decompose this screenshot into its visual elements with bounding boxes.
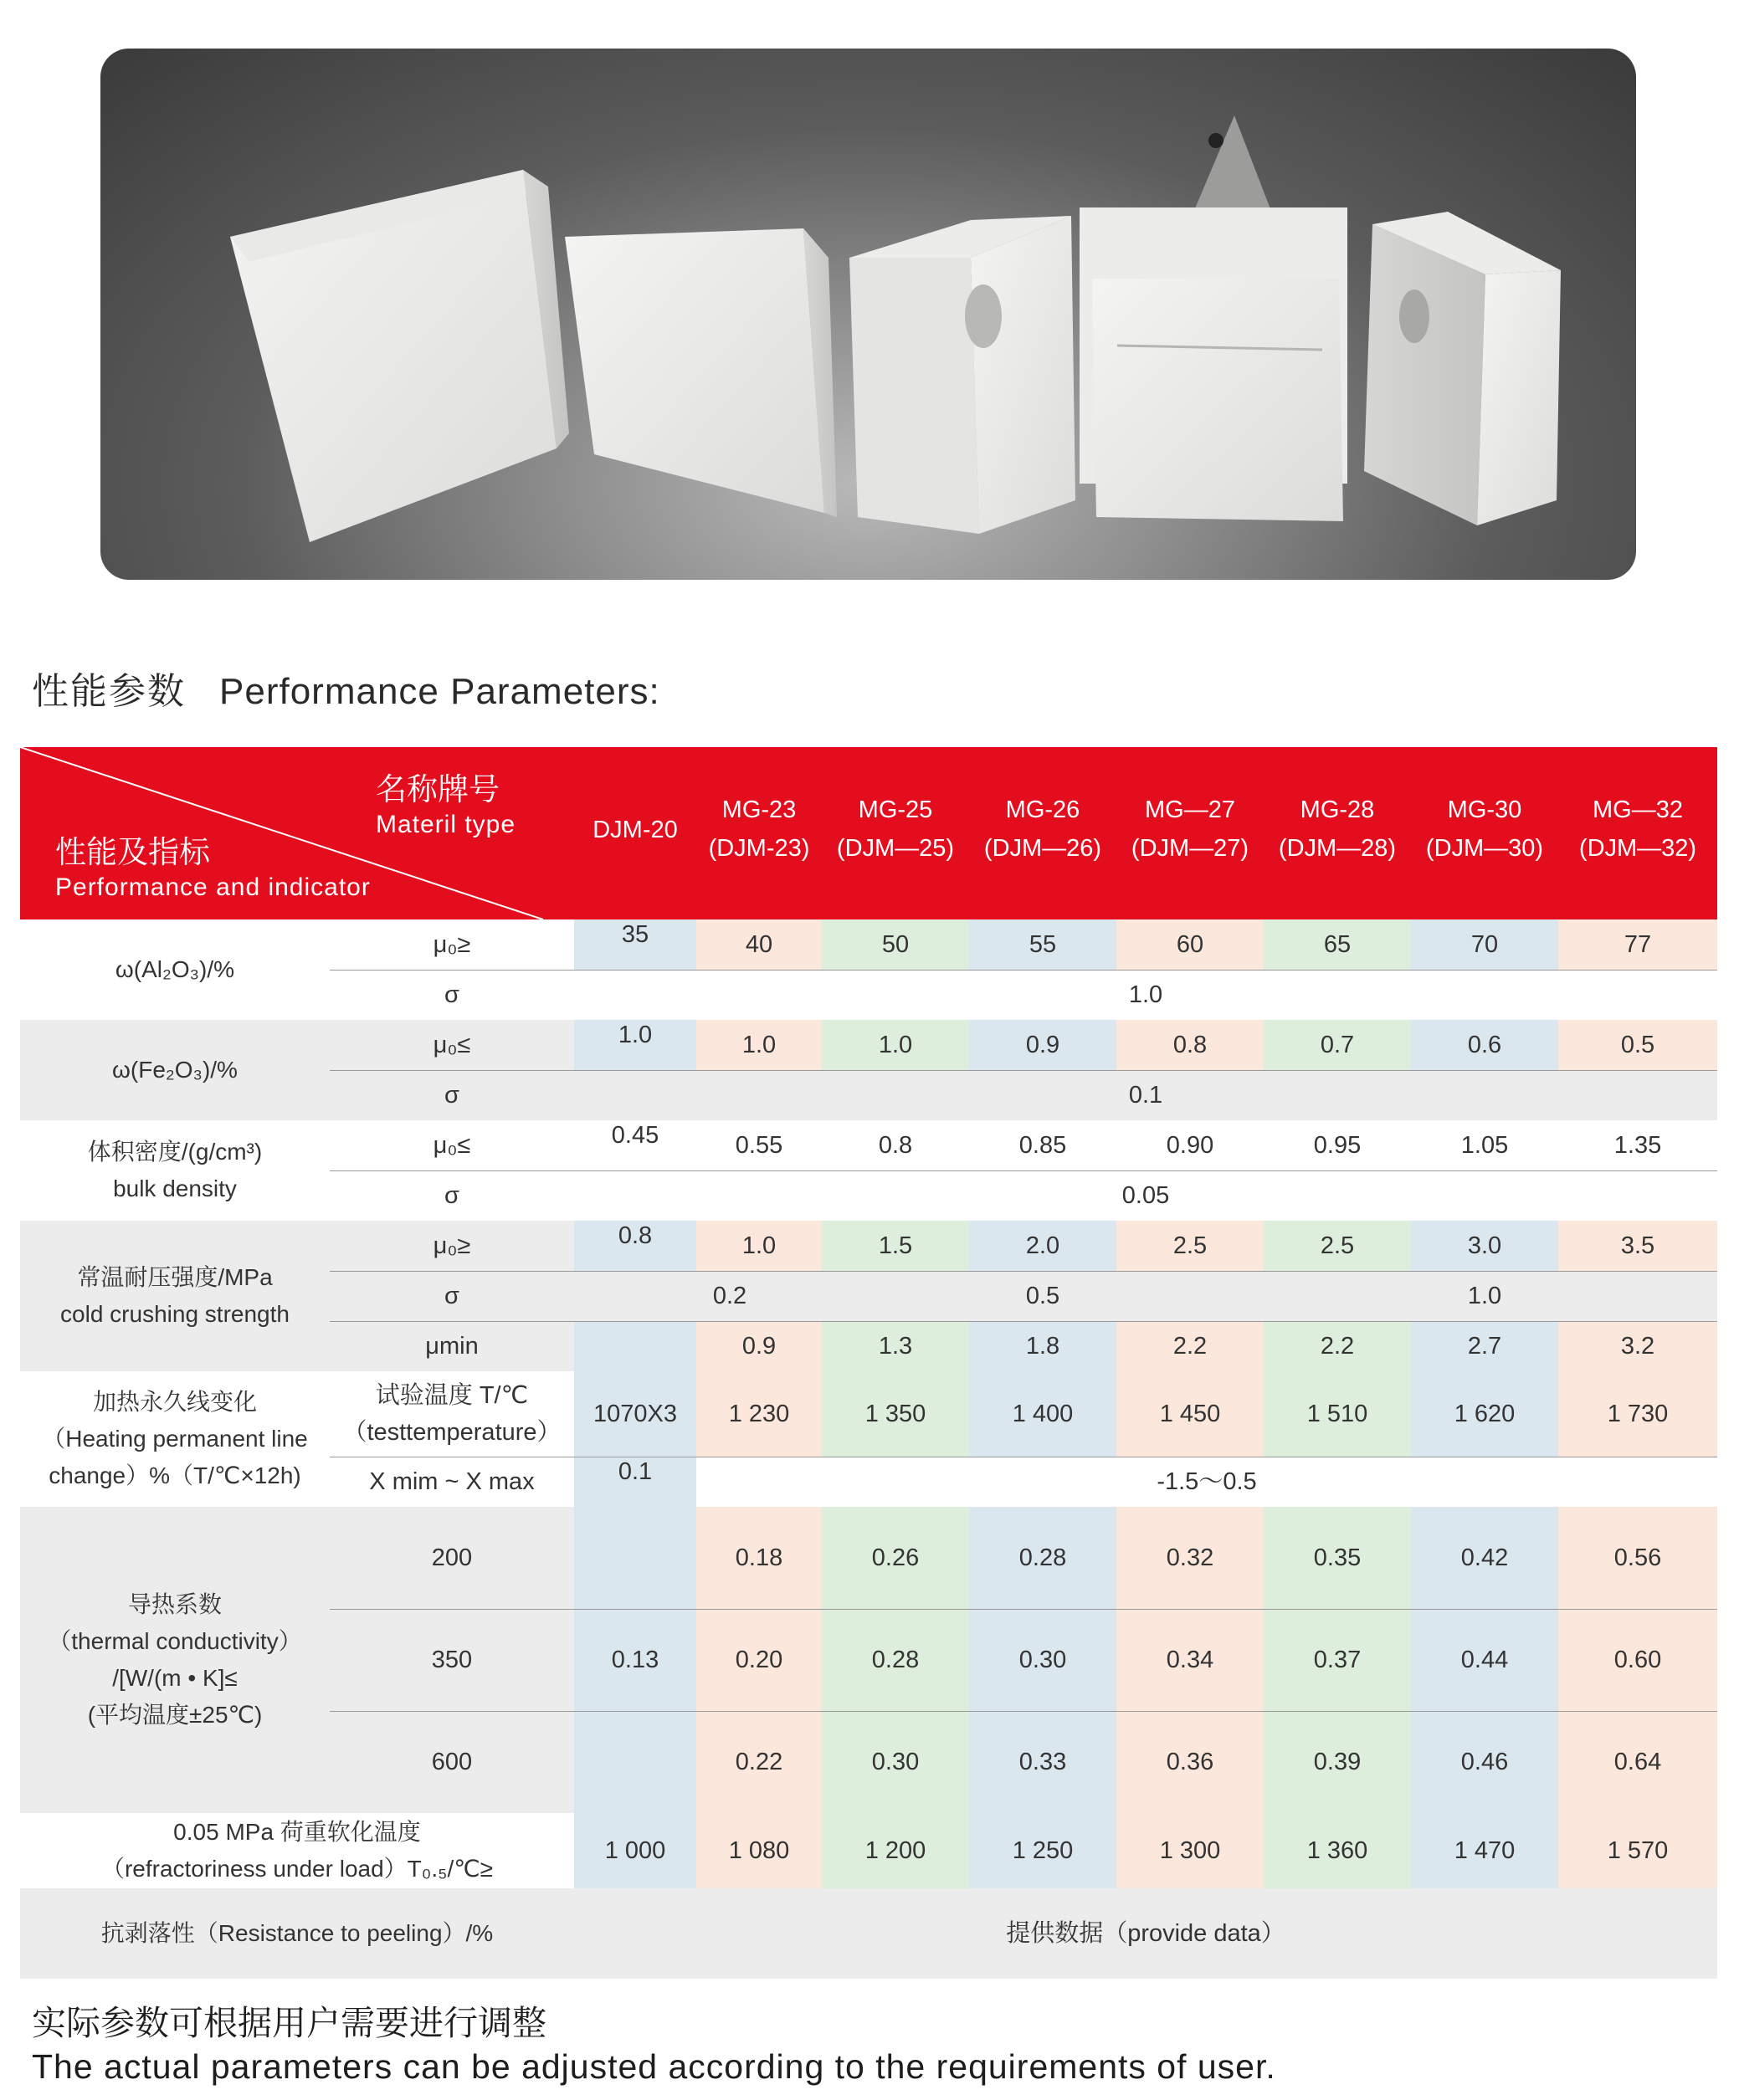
crushing-min-3: 1.3 bbox=[878, 1333, 913, 1360]
crushing-sigma-3: 1.0 bbox=[1467, 1283, 1502, 1309]
crushing-mu-2: 1.0 bbox=[741, 1232, 777, 1259]
row-divider bbox=[330, 1271, 1717, 1272]
density-mu-symbol: μ₀≤ bbox=[433, 1132, 471, 1159]
column-header-6: MG-28 (DJM—28) bbox=[1278, 796, 1397, 862]
crushing-label: 常温耐压强度/MPa cold crushing strength bbox=[60, 1264, 290, 1327]
fe2o3-mu-8: 0.5 bbox=[1620, 1032, 1655, 1058]
thermal-temp-3: 600 bbox=[431, 1749, 473, 1775]
refractoriness-value-3: 1 200 bbox=[864, 1837, 926, 1864]
brick-illustration bbox=[100, 49, 1636, 580]
thermal-temp-2: 350 bbox=[431, 1647, 473, 1673]
refractoriness-value-1: 1 000 bbox=[604, 1837, 666, 1864]
crushing-mu-7: 3.0 bbox=[1467, 1232, 1502, 1259]
crushing-mu-6: 2.5 bbox=[1320, 1232, 1355, 1259]
fe2o3-mu-1: 1.0 bbox=[618, 1022, 653, 1048]
column-header-5: MG—27 (DJM—27) bbox=[1131, 796, 1249, 862]
row-divider bbox=[330, 1321, 1717, 1322]
crushing-mu-symbol: μ₀≥ bbox=[433, 1232, 471, 1259]
crushing-min-8: 3.2 bbox=[1620, 1333, 1655, 1360]
linechange-x-rest: -1.5～0.5 bbox=[1157, 1468, 1257, 1495]
heading-en: Performance Parameters: bbox=[219, 671, 660, 712]
thermal-label: 导热系数 （thermal conductivity） /[W/(m • K]≤ (平均温度±25℃) bbox=[48, 1591, 302, 1728]
fe2o3-mu-5: 0.8 bbox=[1172, 1032, 1208, 1058]
al2o3-mu-5: 60 bbox=[1176, 931, 1204, 958]
fe2o3-sigma-symbol: σ bbox=[444, 1082, 459, 1109]
al2o3-sigma: 1.0 bbox=[1128, 981, 1163, 1008]
al2o3-mu-symbol: μ₀≥ bbox=[433, 931, 471, 958]
density-mu-1: 0.45 bbox=[611, 1122, 659, 1149]
al2o3-mu-1: 35 bbox=[621, 921, 649, 948]
density-mu-2: 0.55 bbox=[735, 1132, 783, 1159]
linechange-x-symbol: X mim ~ X max bbox=[369, 1468, 535, 1495]
crushing-mu-3: 1.5 bbox=[878, 1232, 913, 1259]
thermal-value-1-8: 0.56 bbox=[1613, 1544, 1662, 1571]
thermal-value-1-5: 0.32 bbox=[1166, 1544, 1214, 1571]
thermal-value-3-5: 0.36 bbox=[1166, 1749, 1214, 1775]
thermal-value-1-4: 0.28 bbox=[1018, 1544, 1067, 1571]
al2o3-sigma-symbol: σ bbox=[444, 981, 459, 1008]
fe2o3-mu-symbol: μ₀≤ bbox=[433, 1032, 471, 1058]
refractoriness-label: 0.05 MPa 荷重软化温度 （refractoriness under load）T₀.₅/℃≥ bbox=[100, 1819, 494, 1882]
crushing-min-2: 0.9 bbox=[741, 1333, 777, 1360]
table-header bbox=[20, 747, 1717, 919]
thermal-temp-1: 200 bbox=[431, 1544, 473, 1571]
al2o3-mu-4: 55 bbox=[1029, 931, 1057, 958]
crushing-mu-1: 0.8 bbox=[618, 1222, 653, 1249]
column-header-2: MG-23 (DJM-23) bbox=[708, 796, 810, 862]
peeling-label: 抗剥落性（Resistance to peeling）/% bbox=[100, 1920, 494, 1946]
crushing-min-1 bbox=[574, 1321, 696, 1371]
brick-2 bbox=[565, 228, 824, 513]
thermal-value-1-7: 0.42 bbox=[1460, 1544, 1509, 1571]
fe2o3-mu-7: 0.6 bbox=[1467, 1032, 1502, 1058]
column-header-8: MG—32 (DJM—32) bbox=[1578, 796, 1697, 862]
density-mu-5: 0.90 bbox=[1166, 1132, 1214, 1159]
performance-zh: 性能及指标 bbox=[55, 835, 210, 869]
thermal-value-2-5: 0.34 bbox=[1166, 1647, 1214, 1673]
linechange-temp-4: 1 400 bbox=[1012, 1401, 1074, 1427]
refractoriness-value-2: 1 080 bbox=[728, 1837, 790, 1864]
thermal-value-3-2: 0.22 bbox=[735, 1749, 783, 1775]
al2o3-mu-6: 65 bbox=[1323, 931, 1352, 958]
row-divider bbox=[330, 1609, 1717, 1610]
density-sigma: 0.05 bbox=[1121, 1182, 1170, 1209]
header-performance bbox=[55, 835, 371, 905]
density-mu-3: 0.8 bbox=[878, 1132, 913, 1159]
crushing-mu-4: 2.0 bbox=[1025, 1232, 1060, 1259]
row-divider bbox=[330, 1711, 1717, 1712]
linechange-temp-7: 1 620 bbox=[1454, 1401, 1516, 1427]
peeling-value: 提供数据（provide data） bbox=[1006, 1920, 1285, 1947]
thermal-value-3-6: 0.39 bbox=[1313, 1749, 1362, 1775]
crushing-sigma-2: 0.5 bbox=[1025, 1283, 1060, 1309]
linechange-temp-6: 1 510 bbox=[1306, 1401, 1368, 1427]
thermal-value-1-6: 0.35 bbox=[1313, 1544, 1362, 1571]
linechange-temp-5: 1 450 bbox=[1159, 1401, 1221, 1427]
refractoriness-value-4: 1 250 bbox=[1012, 1837, 1074, 1864]
linechange-temp-3: 1 350 bbox=[864, 1401, 926, 1427]
crushing-mu-5: 2.5 bbox=[1172, 1232, 1208, 1259]
linechange-x-first: 0.1 bbox=[618, 1458, 653, 1485]
product-photo bbox=[100, 49, 1636, 580]
header-material bbox=[376, 772, 516, 843]
refractoriness-value-7: 1 470 bbox=[1454, 1837, 1516, 1864]
fe2o3-mu-3: 1.0 bbox=[878, 1032, 913, 1058]
crushing-min-7: 2.7 bbox=[1467, 1333, 1502, 1360]
crushing-sigma-symbol: σ bbox=[444, 1283, 459, 1309]
fe2o3-mu-2: 1.0 bbox=[741, 1032, 777, 1058]
thermal-value-2-6: 0.37 bbox=[1313, 1647, 1362, 1673]
density-mu-4: 0.85 bbox=[1018, 1132, 1067, 1159]
thermal-value-1-2: 0.18 bbox=[735, 1544, 783, 1571]
refractoriness-value-6: 1 360 bbox=[1306, 1837, 1368, 1864]
crushing-sigma-1: 0.2 bbox=[712, 1283, 747, 1309]
section-heading bbox=[32, 661, 660, 715]
column-header-4: MG-26 (DJM—26) bbox=[983, 796, 1102, 862]
crushing-mu-8: 3.5 bbox=[1620, 1232, 1655, 1259]
footer-zh: 实际参数可根据用户需要进行调整 bbox=[32, 2004, 546, 2042]
density-sigma-symbol: σ bbox=[444, 1182, 459, 1209]
crushing-min-6: 2.2 bbox=[1320, 1333, 1355, 1360]
refractoriness-value-5: 1 300 bbox=[1159, 1837, 1221, 1864]
column-header-1: DJM-20 bbox=[592, 817, 678, 843]
thermal-value-3-8: 0.64 bbox=[1613, 1749, 1662, 1775]
heading-zh: 性能参数 bbox=[32, 671, 186, 712]
thermal-value-3-7: 0.46 bbox=[1460, 1749, 1509, 1775]
refractoriness-value-8: 1 570 bbox=[1607, 1837, 1669, 1864]
crushing-min-4: 1.8 bbox=[1025, 1333, 1060, 1360]
thermal-first: 0.13 bbox=[611, 1647, 659, 1673]
al2o3-label: ω(Al₂O₃)/% bbox=[115, 956, 235, 982]
footer-en: The actual parameters can be adjusted according to the requirements of user. bbox=[32, 2047, 1276, 2086]
column-header-3: MG-25 (DJM—25) bbox=[836, 796, 955, 862]
density-label: 体积密度/(g/cm³) bulk density bbox=[87, 1139, 263, 1201]
al2o3-mu-2: 40 bbox=[745, 931, 773, 958]
al2o3-mu-3: 50 bbox=[881, 931, 910, 958]
fe2o3-label: ω(Fe₂O₃)/% bbox=[112, 1057, 238, 1083]
al2o3-mu-7: 70 bbox=[1470, 931, 1499, 958]
row-divider bbox=[330, 1070, 1717, 1071]
thermal-value-2-3: 0.28 bbox=[871, 1647, 920, 1673]
column-header-7: MG-30 (DJM—30) bbox=[1425, 796, 1544, 862]
thermal-value-2-2: 0.20 bbox=[735, 1647, 783, 1673]
row-divider bbox=[330, 1170, 1717, 1171]
table-body bbox=[20, 919, 1717, 1979]
linechange-temp-8: 1 730 bbox=[1607, 1401, 1669, 1427]
brick-5 bbox=[1364, 224, 1485, 525]
material-zh: 名称牌号 bbox=[376, 772, 500, 807]
linechange-temp-2: 1 230 bbox=[728, 1401, 790, 1427]
performance-en: Performance and indicator bbox=[55, 873, 371, 901]
thermal-value-3-4: 0.33 bbox=[1018, 1749, 1067, 1775]
footer-note bbox=[32, 2001, 1276, 2088]
row-divider bbox=[330, 970, 1717, 971]
material-en: Materil type bbox=[376, 811, 516, 838]
density-mu-6: 0.95 bbox=[1313, 1132, 1362, 1159]
fe2o3-mu-6: 0.7 bbox=[1320, 1032, 1355, 1058]
linechange-label: 加热永久线变化 （Heating permanent line change）%（T/℃×12h) bbox=[42, 1389, 308, 1488]
brick-3 bbox=[849, 258, 979, 534]
thermal-value-3-3: 0.30 bbox=[871, 1749, 920, 1775]
fe2o3-sigma: 0.1 bbox=[1128, 1082, 1163, 1109]
crushing-min-5: 2.2 bbox=[1172, 1333, 1208, 1360]
thermal-value-1-3: 0.26 bbox=[871, 1544, 920, 1571]
linechange-temp-symbol: 试验温度 T/℃ （testtemperature） bbox=[342, 1382, 562, 1446]
linechange-temp-1: 1070X3 bbox=[593, 1401, 677, 1427]
thermal-value-2-4: 0.30 bbox=[1018, 1647, 1067, 1673]
density-mu-7: 1.05 bbox=[1460, 1132, 1509, 1159]
thermal-value-2-7: 0.44 bbox=[1460, 1647, 1509, 1673]
fe2o3-mu-4: 0.9 bbox=[1025, 1032, 1060, 1058]
density-mu-8: 1.35 bbox=[1613, 1132, 1662, 1159]
thermal-value-2-8: 0.60 bbox=[1613, 1647, 1662, 1673]
crushing-min-symbol: μmin bbox=[425, 1333, 479, 1360]
al2o3-mu-8: 77 bbox=[1624, 931, 1652, 958]
